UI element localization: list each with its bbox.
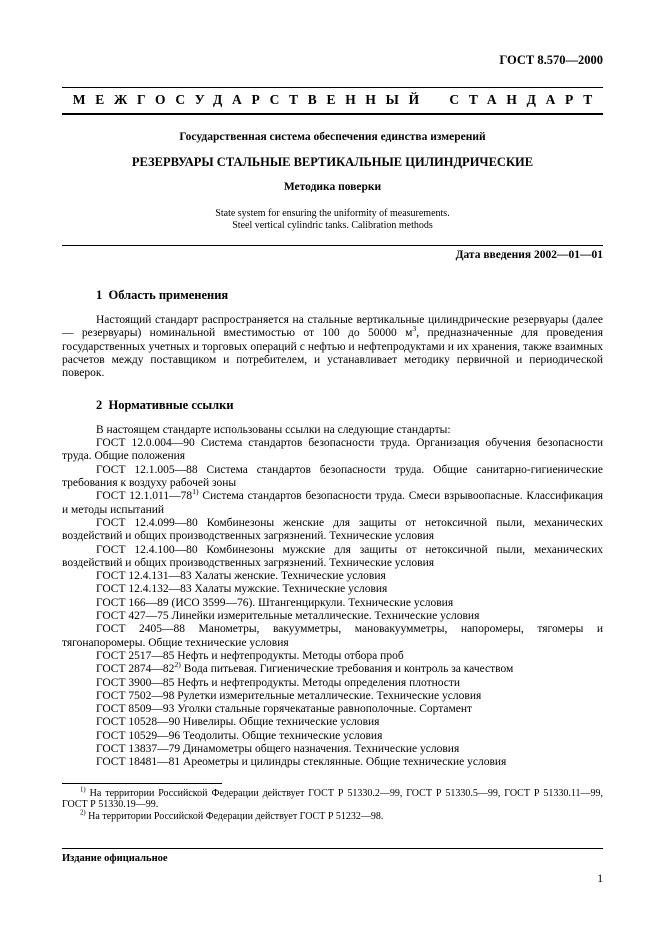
reference-item (62, 597, 603, 610)
footnote-marker: 1) (80, 786, 86, 794)
reference-title: Система стандартов безопасности труда. Организация обучения безопасности труда. Общие положения (62, 437, 603, 463)
references-intro: В настоящем стандарте использованы ссылки на следующие стандарты: (96, 423, 451, 436)
reference-label: ГОСТ 2517—85 (96, 649, 175, 662)
doc-number: ГОСТ 8.570—2000 (499, 53, 603, 67)
reference-title: Комбинезоны женские для защиты от нетоксичной пыли, механических воздействий и общих производственных загрязнений. Технические условия (62, 516, 603, 543)
reference-item (62, 544, 603, 571)
reference-label: ГОСТ 10528—90 (96, 716, 181, 729)
edition-note: Издание официальное (62, 853, 168, 865)
reference-item (62, 690, 603, 703)
english-title (62, 208, 603, 232)
reference-item (62, 464, 603, 491)
reference-label: ГОСТ 166—89 (96, 596, 169, 609)
english-title-line1: State system for ensuring the uniformity of measurements. (215, 208, 450, 220)
reference-label: ГОСТ 2405—88 (96, 623, 186, 636)
footnote-divider (62, 783, 222, 784)
scope-paragraph (62, 314, 603, 380)
reference-title: Халаты мужские. Технические условия (191, 583, 388, 596)
reference-item (62, 650, 603, 663)
reference-label: ГОСТ 2874—82 (96, 663, 175, 676)
footnote-item (62, 811, 603, 823)
reference-item (62, 677, 603, 690)
reference-item (62, 756, 603, 769)
reference-item (62, 570, 603, 583)
footnote-text: На территории Российской Федерации действует ГОСТ Р 51330.2—99, ГОСТ Р 51330.5—99, ГОСТ Р 51330.11—99, ГОСТ Р 51330.19—99. (62, 787, 603, 811)
footnotes-block (62, 783, 603, 823)
reference-label: ГОСТ 427—75 (96, 610, 169, 623)
standard-type-title: МЕЖГОСУДАРСТВЕННЫЙ СТАНДАРТ (72, 92, 602, 108)
reference-item (62, 437, 603, 464)
header-divider (62, 245, 603, 246)
reference-item (62, 487, 604, 517)
cubic-meter-superscript: 3 (412, 324, 417, 334)
effective-date: Дата введения 2002—01—01 (455, 249, 603, 262)
reference-item (62, 583, 603, 596)
footnote-marker: 2) (174, 660, 181, 670)
scope-text-before: Настоящий стандарт распространяется на стальные вертикальные цилиндрические резервуары (далее — резервуары) номинальной вместимостью от 100 до 50000 м (62, 314, 603, 340)
reference-title: (ИСО 3599—76). Штангенциркули. Технические условия (168, 596, 454, 609)
title-block (62, 131, 603, 233)
reference-label: ГОСТ 13837—79 (96, 742, 181, 755)
footnote-marker: 1) (192, 487, 199, 497)
reference-label: ГОСТ 10529—96 (96, 729, 181, 742)
footnote-marker: 2) (80, 809, 86, 817)
reference-title: Комбинезоны мужские для защиты от нетоксичной пыли, механических воздействий и общих производственных загрязнений. Технические условия (62, 543, 603, 569)
section-1-heading: 1 Область применения (96, 287, 229, 302)
reference-item (62, 730, 603, 743)
reference-label: ГОСТ 12.4.132—83 (96, 583, 192, 596)
reference-title: Ареометры и цилиндры стеклянные. Общие технические условия (180, 756, 507, 769)
reference-title: Теодолиты. Общие технические условия (180, 729, 383, 742)
reference-label: ГОСТ 7502—98 (96, 689, 175, 702)
reference-title: Уголки стальные горячекатаные равнополочные. Сортамент (174, 703, 473, 716)
reference-title: Нефть и нефтепродукты. Методы определения плотности (174, 676, 461, 689)
footnote-item (62, 788, 603, 812)
reference-label: ГОСТ 12.1.005—88 (96, 463, 198, 476)
reference-label: ГОСТ 12.4.099—80 (96, 516, 198, 529)
english-title-line2: Steel vertical cylindric tanks. Calibration methods (232, 220, 433, 232)
reference-title: Система стандартов безопасности труда. Смеси взрывоопасные. Классификация и методы испытаний (62, 490, 604, 516)
reference-label: ГОСТ 12.0.004—90 (96, 437, 195, 450)
reference-label: ГОСТ 18481—81 (96, 756, 181, 769)
reference-title: Нефть и нефтепродукты. Методы отбора проб (174, 649, 404, 662)
references-list (62, 437, 603, 769)
main-title: РЕЗЕРВУАРЫ СТАЛЬНЫЕ ВЕРТИКАЛЬНЫЕ ЦИЛИНДРИЧЕСКИЕ (131, 154, 534, 169)
footnote-text: На территории Российской Федерации действует ГОСТ Р 51232—98. (85, 811, 384, 823)
reference-title: Манометры, вакуумметры, мановакуумметры, напоромеры, тягомеры и тягонапоромеры. Общие технические условия (62, 623, 603, 649)
reference-item (62, 610, 603, 623)
footnotes (62, 788, 603, 823)
reference-label: ГОСТ 8509—93 (96, 703, 175, 716)
reference-item (62, 660, 603, 676)
reference-title: Вода питьевая. Гигиенические требования и контроль за качеством (180, 663, 514, 676)
reference-label: ГОСТ 12.4.131—83 (96, 570, 192, 583)
page-footer (62, 848, 603, 886)
reference-label: ГОСТ 3900—85 (96, 676, 175, 689)
page-number: 1 (597, 872, 603, 885)
scope-text-after: , предназначенные для проведения государственных учетных и торговых операций с нефтью и нефтепродуктами и их хранения, также взаимных расчетов между поставщиком и потребителем, и устанавливает методику первичной и периодической поверок. (62, 327, 603, 380)
reference-title: Нивелиры. Общие технические условия (180, 716, 380, 729)
reference-title: Халаты женские. Технические условия (191, 570, 386, 583)
reference-title: Линейки измерительные металлические. Технические условия (168, 610, 480, 623)
reference-item (62, 703, 603, 716)
subtitle: Методика поверки (283, 181, 382, 194)
reference-title: Рулетки измерительные металлические. Технические условия (174, 689, 482, 702)
footer-divider (62, 848, 603, 849)
standard-type-banner (62, 87, 603, 114)
reference-item (62, 743, 603, 756)
reference-item (62, 517, 603, 544)
reference-item (62, 623, 603, 650)
reference-item (62, 716, 603, 729)
reference-title: Динамометры общего назначения. Технические условия (180, 742, 460, 755)
section-2-heading: 2 Нормативные ссылки (96, 397, 234, 412)
reference-title: Система стандартов безопасности труда. Общие санитарно-гигиенические требования к воздуху рабочей зоны (62, 463, 603, 490)
system-title: Государственная система обеспечения единства измерений (179, 130, 486, 143)
reference-label: ГОСТ 12.1.011—78 (96, 490, 193, 503)
reference-label: ГОСТ 12.4.100—80 (96, 543, 198, 556)
